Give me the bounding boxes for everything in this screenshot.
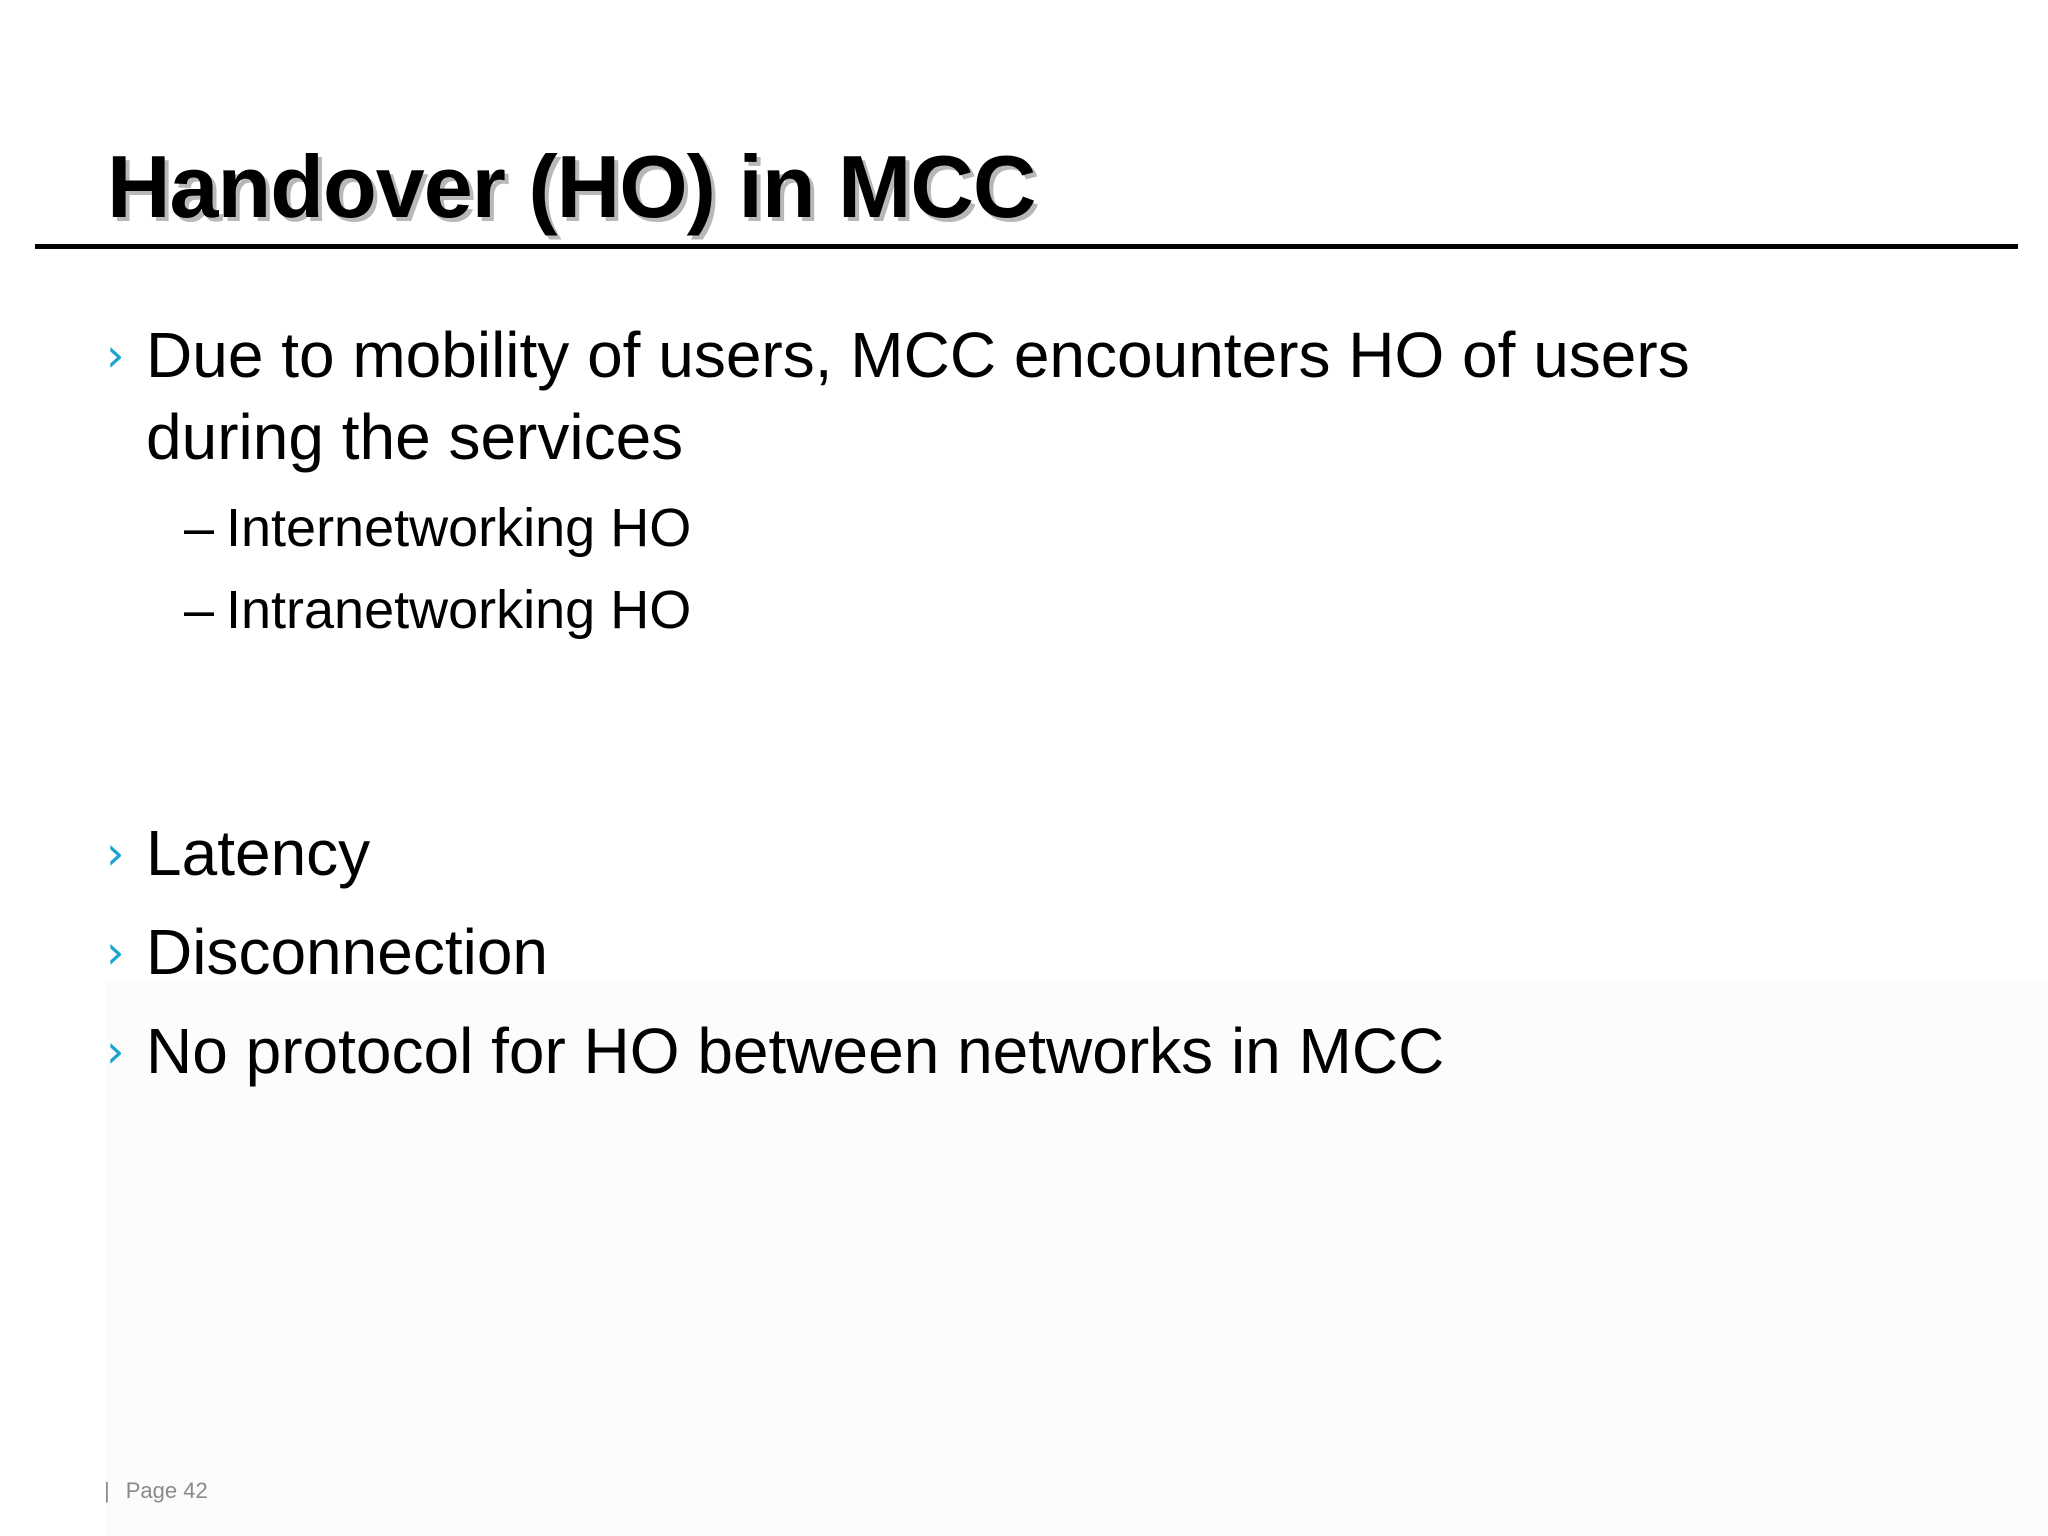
bullet-item-mobility (106, 314, 1906, 396)
bullet-text: Disconnection (146, 916, 548, 988)
bullet-item-latency (106, 812, 1906, 894)
sub-bullet-text: Intranetworking HO (226, 580, 692, 640)
sub-bullet-text: Internetworking HO (226, 498, 692, 558)
page-number: Page 42 (125, 1478, 208, 1503)
chevron-right-icon: › (106, 1024, 125, 1078)
slide-footer (104, 1478, 208, 1504)
title-underline (35, 244, 2018, 249)
bullet-item-mobility-continued (106, 396, 1906, 478)
sub-bullet-intranetworking (184, 569, 691, 651)
dash-marker: – (184, 580, 215, 640)
bullet-text-continuation: during the services (146, 401, 684, 473)
chevron-right-icon: › (106, 328, 125, 382)
footer-separator: | (104, 1478, 110, 1503)
bullet-item-disconnection (106, 911, 1906, 993)
bullet-text: Due to mobility of users, MCC encounters HO of users (146, 319, 1690, 391)
dash-marker: – (184, 498, 215, 558)
bullet-item-no-protocol (106, 1010, 1906, 1092)
chevron-right-icon: › (106, 826, 125, 880)
slide-title: Handover (HO) in MCC (107, 137, 1036, 236)
chevron-right-icon: › (106, 925, 125, 979)
bullet-text: Latency (146, 817, 371, 889)
sub-bullet-internetworking (184, 487, 691, 569)
bullet-text: No protocol for HO between networks in MCC (146, 1015, 1445, 1087)
